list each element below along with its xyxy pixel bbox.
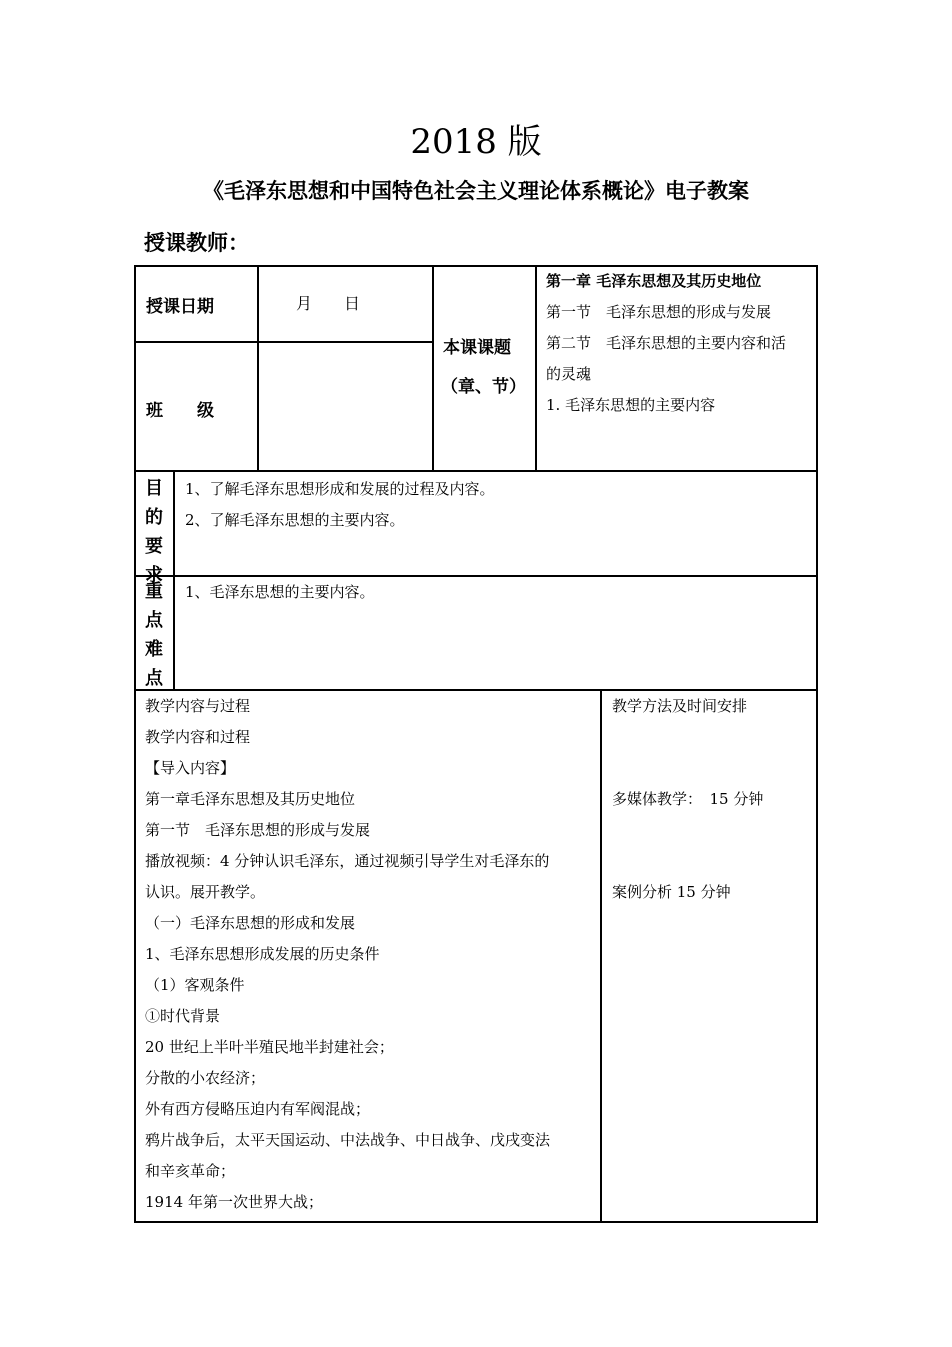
key-points-label: [143, 577, 165, 693]
section-title-cont: 的灵魂: [546, 365, 592, 383]
table-border-bottom: [134, 1221, 818, 1223]
content-line: 1、毛泽东思想形成发展的历史条件: [145, 945, 380, 963]
divider: [432, 265, 434, 472]
content-line: 认识。展开教学。: [145, 883, 266, 901]
divider: [257, 265, 259, 472]
label-char: 难: [145, 639, 163, 660]
divider: [600, 689, 602, 1223]
content-line: 20 世纪上半叶半殖民地半封建社会；: [145, 1038, 394, 1056]
label-char: 要: [145, 536, 163, 557]
key-point-item: 1、毛泽东思想的主要内容。: [185, 583, 375, 601]
subsection-title: 1. 毛泽东思想的主要内容: [546, 396, 716, 414]
document-subtitle: 《毛泽东思想和中国特色社会主义理论体系概论》电子教案: [203, 178, 749, 203]
label-char: 求: [145, 565, 163, 586]
objective-item: 2、了解毛泽东思想的主要内容。: [185, 511, 405, 529]
table-border-right: [816, 265, 818, 1223]
method-line: 教学方法及时间安排: [612, 697, 748, 715]
divider: [134, 470, 818, 472]
method-line: [612, 815, 812, 846]
content-line: 外有西方侵略压迫内有军阀混战；: [145, 1100, 371, 1118]
chapter-title: 第一章 毛泽东思想及其历史地位: [546, 272, 762, 290]
topic-label-sub: （章、节）: [441, 377, 526, 397]
method-line: [612, 722, 812, 753]
date-label: 授课日期: [146, 297, 214, 317]
content-line: 【导入内容】: [145, 759, 236, 777]
content-line: 播放视频：4 分钟认识毛泽东，通过视频引导学生对毛泽东的: [145, 852, 550, 870]
content-line: ①时代背景: [145, 1007, 221, 1025]
content-line: 1914 年第一次世界大战；: [145, 1193, 323, 1211]
objective-item: 1、了解毛泽东思想形成和发展的过程及内容。: [185, 480, 495, 498]
topic-label: 本课课题: [443, 338, 511, 358]
content-line: 分散的小农经济；: [145, 1069, 266, 1087]
content-line: 教学内容与过程: [145, 697, 251, 715]
label-char: 的: [145, 507, 163, 528]
table-border-left: [134, 265, 136, 1223]
teaching-methods: [612, 691, 812, 908]
teacher-label: 授课教师：: [144, 230, 249, 255]
label-char: 点: [145, 668, 163, 689]
teaching-content: [145, 691, 597, 1218]
method-line: [612, 753, 812, 784]
page-title: 2018 版: [410, 122, 542, 162]
divider: [134, 341, 434, 343]
label-char: 重: [145, 581, 163, 602]
content-line: 第一章毛泽东思想及其历史地位: [145, 790, 356, 808]
content-line: 第一节 毛泽东思想的形成与发展: [145, 821, 371, 839]
label-char: 目: [145, 478, 163, 499]
content-line: 和辛亥革命；: [145, 1162, 236, 1180]
date-value: 月 日: [296, 294, 361, 313]
topic-content: [546, 266, 814, 421]
section-title: 第一节 毛泽东思想的形成与发展: [546, 303, 772, 321]
section-title: 第二节 毛泽东思想的主要内容和活: [546, 334, 787, 352]
divider: [173, 470, 175, 691]
divider: [535, 265, 537, 472]
objectives-label: [143, 474, 165, 590]
content-line: 教学内容和过程: [145, 728, 251, 746]
method-line: 多媒体教学： 15 分钟: [612, 790, 764, 808]
content-line: 鸦片战争后，太平天国运动、中法战争、中日战争、戊戌变法: [145, 1131, 551, 1149]
method-line: [612, 846, 812, 877]
content-line: （1）客观条件: [145, 976, 245, 994]
class-label: 班 级: [146, 401, 214, 421]
label-char: 点: [145, 610, 163, 631]
content-line: （一）毛泽东思想的形成和发展: [145, 914, 356, 932]
method-line: 案例分析 15 分钟: [612, 883, 731, 901]
